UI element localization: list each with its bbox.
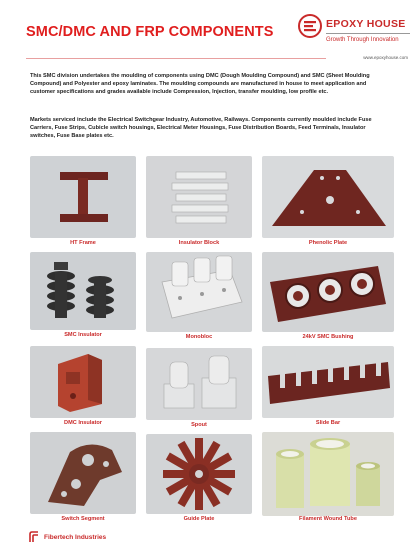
product-image-filament-wound-tube <box>262 432 394 516</box>
epoxy-house-logo-icon <box>298 14 322 38</box>
product-label: Insulator Block <box>178 240 220 246</box>
product-image-dmc-insulator <box>30 346 136 418</box>
product-image-monobloc <box>146 252 252 332</box>
product-label: Monobloc <box>185 334 213 340</box>
product-label: Spout <box>191 422 207 428</box>
product-image-phenolic-plate <box>262 156 394 238</box>
product-image-guide-plate <box>146 434 252 514</box>
product-image-24kv-smc-bushing <box>262 252 394 332</box>
header-rule <box>26 58 326 59</box>
page-title: SMC/DMC AND FRP COMPONENTS <box>26 24 274 40</box>
logo-tagline: Growth Through Innovation <box>326 37 399 43</box>
product-image-smc-insulator <box>30 252 136 330</box>
logo-divider <box>326 33 410 34</box>
intro-paragraph-1: This SMC division undertakes the moulding of components using DMC (Dough Moulding Compound) and SMC (Sheet Moulding Compound) and Polyester and epoxy laminates. The moulding compounds are manufactured in house to meet application and customer specifications and grades available include Compression, Injection, transfer moulding, low profile etc. <box>30 73 370 96</box>
product-label: Phenolic Plate <box>308 240 348 246</box>
product-image-switch-segment <box>30 432 136 514</box>
product-label: SMC Insulator <box>64 332 102 338</box>
product-label: Filament Wound Tube <box>299 516 357 522</box>
product-image-spout <box>146 348 252 420</box>
product-image-slide-bar <box>262 346 394 418</box>
product-label: 24kV SMC Bushing <box>302 334 354 340</box>
product-image-insulator-block <box>146 156 252 238</box>
product-label: DMC Insulator <box>64 420 102 426</box>
footer-company-name: Fibertech Industries <box>44 534 107 541</box>
fibertech-logo-icon <box>28 531 40 543</box>
product-image-ht-frame <box>30 156 136 238</box>
product-label: HT Frame <box>70 240 96 246</box>
product-label: Guide Plate <box>183 516 215 522</box>
product-label: Slide Bar <box>315 420 341 426</box>
epoxy-house-logo <box>298 12 410 54</box>
logo-name: EPOXY HOUSE <box>326 18 406 30</box>
website-link[interactable]: www.epoxyhouse.com <box>363 55 408 60</box>
product-label: Switch Segment <box>61 516 105 522</box>
intro-paragraph-2: Markets serviced include the Electrical Switchgear Industry, Automotive, Railways. Components currently moulded include Fuse Carriers, Fuse Strips, Cubicle switch housings, Electrical Meter Housings, Fuse Distribution Boards, Feed Terminals, Insulator switches, Fuse Base plates etc. <box>30 117 372 140</box>
